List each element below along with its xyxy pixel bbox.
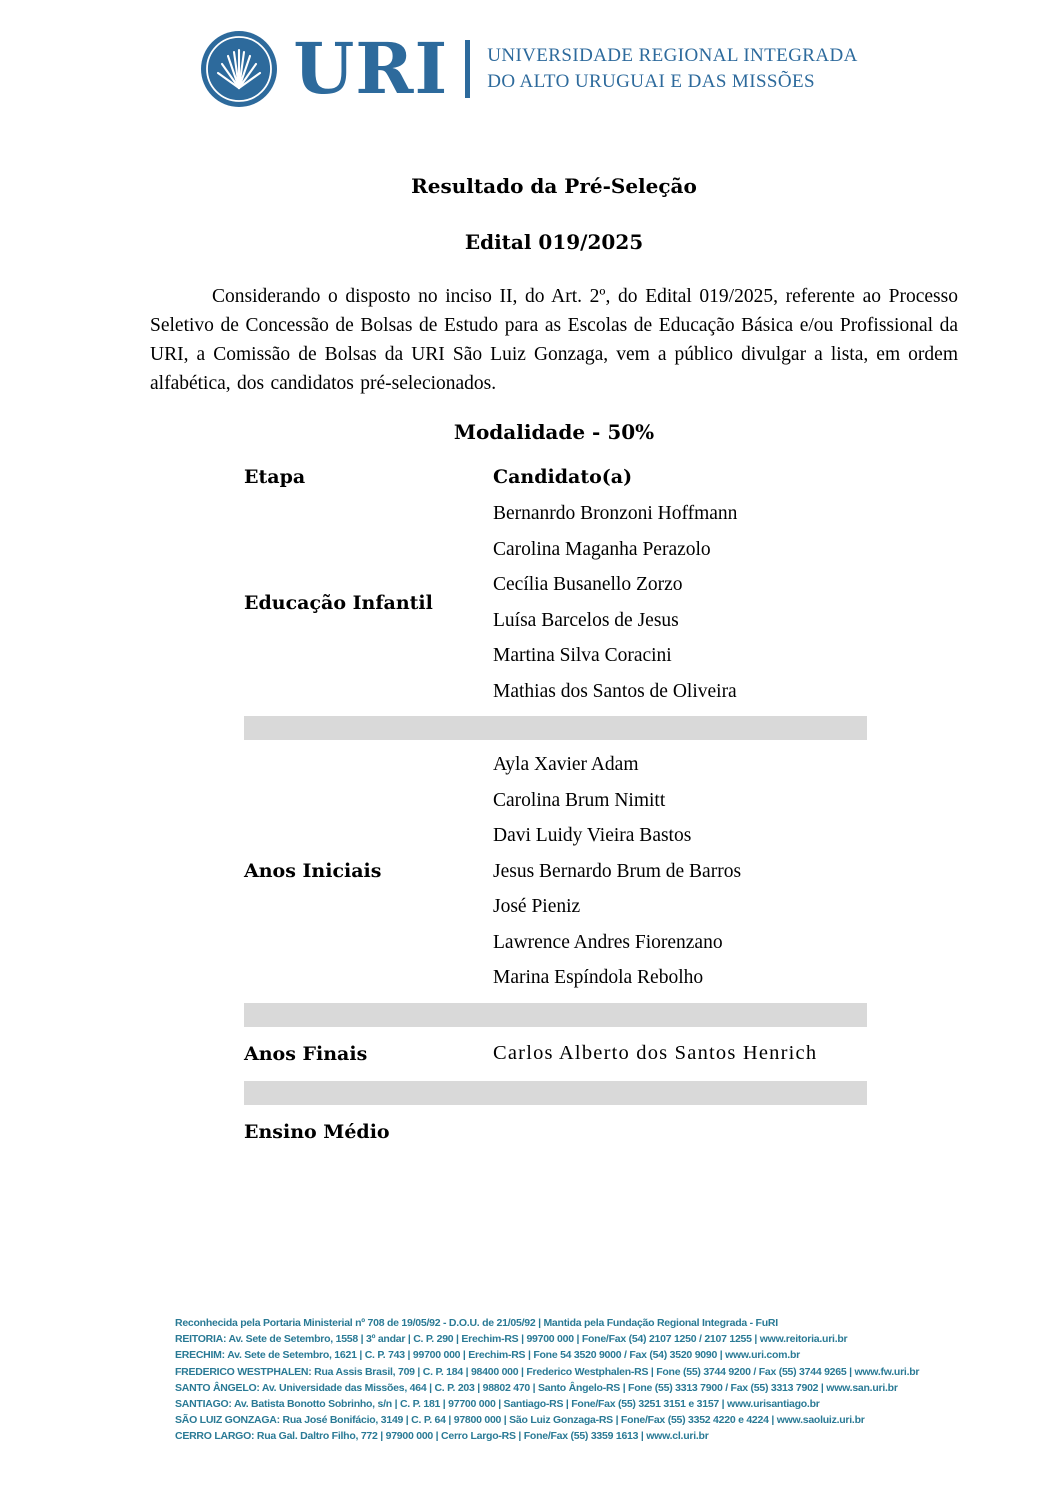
candidate-list <box>493 496 867 709</box>
footer-line: SANTIAGO: Av. Batista Bonotto Sobrinho, s/n | C. P. 181 | 97700 000 | Santiago-RS | Fone/Fax (55) 3251 3151 e 3157 | www.urisantiago.br <box>175 1398 820 1411</box>
modality-heading: Modalidade - 50% <box>453 420 655 444</box>
candidate-name: Lawrence Andres Fiorenzano <box>493 931 723 953</box>
table-header-row <box>244 458 867 494</box>
candidate-name: José Pieniz <box>493 896 581 917</box>
column-header-etapa: Etapa <box>244 466 306 488</box>
stage-row <box>244 1032 867 1076</box>
section-separator-bar <box>244 716 867 740</box>
candidate-name: Ayla Xavier Adam <box>493 754 639 775</box>
stage-row <box>244 745 867 998</box>
university-name-line1: UNIVERSIDADE REGIONAL INTEGRADA <box>487 45 858 66</box>
stage-label: Educação Infantil <box>244 591 433 614</box>
section-separator-bar <box>244 1003 867 1027</box>
uri-logo-book-icon <box>200 30 278 108</box>
edital-subtitle: Edital 019/2025 <box>464 230 644 254</box>
candidate-name: Carolina Maganha Perazolo <box>493 538 711 560</box>
document-title: Resultado da Pré-Seleção <box>411 174 697 198</box>
footer-line: ERECHIM: Av. Sete de Setembro, 1621 | C. P. 743 | 99700 000 | Erechim-RS | Fone 54 3520 9000 / Fax (54) 3520 9090 | www.uri.com.br <box>175 1349 800 1362</box>
footer-line: REITORIA: Av. Sete de Setembro, 1558 | 3º andar | C. P. 290 | Erechim-RS | 99700 000 | Fone/Fax (54) 2107 1250 / 2107 1255 | www.reitoria.uri.br <box>175 1333 848 1346</box>
candidate-name: Bernanrdo Bronzoni Hoffmann <box>493 503 738 524</box>
column-header-candidato: Candidato(a) <box>493 466 633 488</box>
candidate-list <box>493 1036 867 1072</box>
letterhead-footer <box>175 1315 975 1445</box>
footer-line: FREDERICO WESTPHALEN: Rua Assis Brasil, 709 | C. P. 184 | 98400 000 | Frederico Westphalen-RS | Fone (55) 3744 9200 / Fax (55) 3744 9265 | www.fw.uri.br <box>175 1365 920 1378</box>
stage-label: Anos Iniciais <box>244 860 382 883</box>
stage-rows <box>244 494 867 1154</box>
stage-row <box>244 1110 867 1154</box>
candidate-name: Martina Silva Coracini <box>493 645 672 666</box>
stage-row <box>244 494 867 711</box>
uri-logotype: URI <box>293 27 449 110</box>
stage-table <box>244 458 867 1154</box>
stage-label: Anos Finais <box>244 1042 368 1065</box>
university-name-line2: DO ALTO URUGUAI E DAS MISSÕES <box>487 71 815 92</box>
candidate-name: Carlos Alberto dos Santos Henrich <box>493 1041 818 1064</box>
candidate-name: Carolina Brum Nimitt <box>493 789 666 811</box>
intro-paragraph: Considerando o disposto no inciso II, do Art. 2º, do Edital 019/2025, referente ao Processo Seletivo de Concessão de Bolsas de Estudo para as Escolas de Educação Básica e/ou Profissional da URI, a Comissão de Bolsas da URI São Luiz Gonzaga, vem a público divulgar a lista, em ordem alfabética, dos candidatos pré-selecionados. <box>150 286 958 394</box>
candidate-name: Jesus Bernardo Brum de Barros <box>493 860 742 882</box>
section-separator-bar <box>244 1081 867 1105</box>
university-name <box>487 43 858 95</box>
footer-line: SÃO LUIZ GONZAGA: Rua José Bonifácio, 3149 | C. P. 64 | 97800 000 | São Luiz Gonzaga-RS | Fone/Fax (55) 3352 4220 e 4224 | www.saoluiz.uri.br <box>175 1414 865 1427</box>
candidate-name: Luísa Barcelos de Jesus <box>493 609 679 631</box>
candidate-name: Mathias dos Santos de Oliveira <box>493 680 737 702</box>
logo-divider <box>465 40 470 98</box>
candidate-name: Cecília Busanello Zorzo <box>493 574 683 595</box>
footer-line: Reconhecida pela Portaria Ministerial nº 708 de 19/05/92 - D.O.U. de 21/05/92 | Mantida pela Fundação Regional Integrada - FuRI <box>175 1317 778 1329</box>
candidate-list <box>493 747 867 996</box>
candidate-name: Marina Espíndola Rebolho <box>493 967 704 988</box>
stage-label: Ensino Médio <box>244 1120 390 1143</box>
footer-line: CERRO LARGO: Rua Gal. Daltro Filho, 772 | 97900 000 | Cerro Largo-RS | Fone/Fax (55) 3359 1613 | www.cl.uri.br <box>175 1430 709 1443</box>
letterhead <box>0 0 1058 108</box>
candidate-name: Davi Luidy Vieira Bastos <box>493 825 692 846</box>
footer-line: SANTO ÂNGELO: Av. Universidade das Missões, 464 | C. P. 203 | 98802 470 | Santo Ângelo-RS | Fone (55) 3313 7900 / Fax (55) 3313 7902 | www.san.uri.br <box>175 1381 898 1394</box>
